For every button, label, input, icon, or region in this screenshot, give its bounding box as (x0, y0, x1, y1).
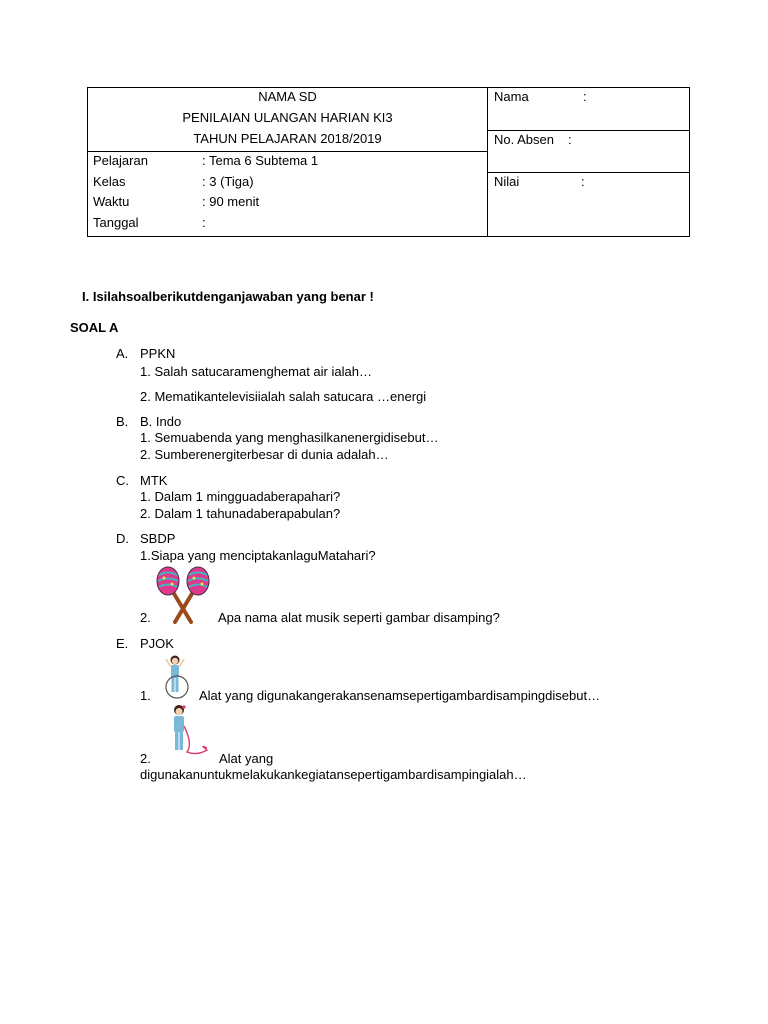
section-e-title: PJOK (140, 636, 174, 651)
exam-title: PENILAIAN ULANGAN HARIAN KI3 (182, 110, 393, 125)
student-colon-absen: : (568, 132, 572, 147)
section-a-q1: 1. Salah satucaramenghemat air ialah… (140, 364, 372, 379)
section-b-title: B. Indo (140, 414, 182, 429)
section-a-q2: 2. Mematikantelevisiialah salah satucara …energi (140, 389, 427, 404)
school-name: NAMA SD (258, 89, 317, 104)
maracas-right (175, 567, 209, 622)
jump-rope-girl-picture (163, 704, 213, 758)
field-value-kelas: : 3 (Tiga) (202, 174, 254, 189)
student-colon-nilai: : (581, 174, 585, 189)
section-e-q1-text: Alat yang digunakangerakansenamsepertigambardisampingdisebut… (199, 688, 601, 703)
section-e-q1-number: 1. (140, 688, 151, 703)
field-value-waktu: : 90 menit (202, 194, 260, 209)
hula-hoop-girl-picture (160, 654, 190, 700)
section-a-title: PPKN (140, 346, 176, 361)
section-d-q2-number: 2. (140, 610, 151, 625)
field-value-tanggal: : (202, 215, 206, 230)
section-c-letter: C. (116, 473, 129, 488)
school-year: TAHUN PELAJARAN 2018/2019 (193, 131, 382, 146)
section-title: SOAL A (70, 320, 119, 335)
field-label-tanggal: Tanggal (93, 215, 139, 230)
maracas-left (157, 567, 191, 622)
section-c-q1: 1. Dalam 1 mingguadaberapahari? (140, 489, 341, 504)
field-label-kelas: Kelas (93, 174, 126, 189)
section-b-q2: 2. Sumberenergiterbesar di dunia adalah… (140, 447, 389, 462)
student-label-absen: No. Absen (494, 132, 554, 147)
section-e-letter: E. (116, 636, 129, 651)
field-label-waktu: Waktu (93, 194, 130, 209)
header-divider-right-2 (487, 172, 690, 173)
section-d-q1: 1.Siapa yang menciptakanlaguMatahari? (140, 548, 376, 563)
section-b-q1: 1. Semuabenda yang menghasilkanenergidisebut… (140, 430, 439, 445)
field-label-pelajaran: Pelajaran (93, 153, 148, 168)
maracas-picture (153, 565, 213, 625)
section-d-q2-text: Apa nama alat musik seperti gambar disamping? (218, 610, 500, 625)
student-colon-nama: : (583, 89, 587, 104)
student-label-nama: Nama (494, 89, 529, 104)
section-b-letter: B. (116, 414, 129, 429)
section-c-title: MTK (140, 473, 168, 488)
section-c-q2: 2. Dalam 1 tahunadaberapabulan? (140, 506, 341, 521)
student-label-nilai: Nilai (494, 174, 520, 189)
section-e-q2-text-rest: digunakanuntukmelakukankegiatansepertigambardisampingialah… (140, 767, 527, 782)
instruction-text: I. Isilahsoalberikutdenganjawaban yang benar ! (82, 289, 374, 304)
field-value-pelajaran: : Tema 6 Subtema 1 (202, 153, 319, 168)
section-d-title: SBDP (140, 531, 176, 546)
section-a-letter: A. (116, 346, 129, 361)
section-d-letter: D. (116, 531, 129, 546)
section-e-q2-text-start: Alat yang (219, 751, 274, 766)
section-e-q2-number: 2. (140, 751, 151, 766)
header-divider-right-1 (487, 130, 690, 131)
header-divider-left (87, 151, 488, 152)
